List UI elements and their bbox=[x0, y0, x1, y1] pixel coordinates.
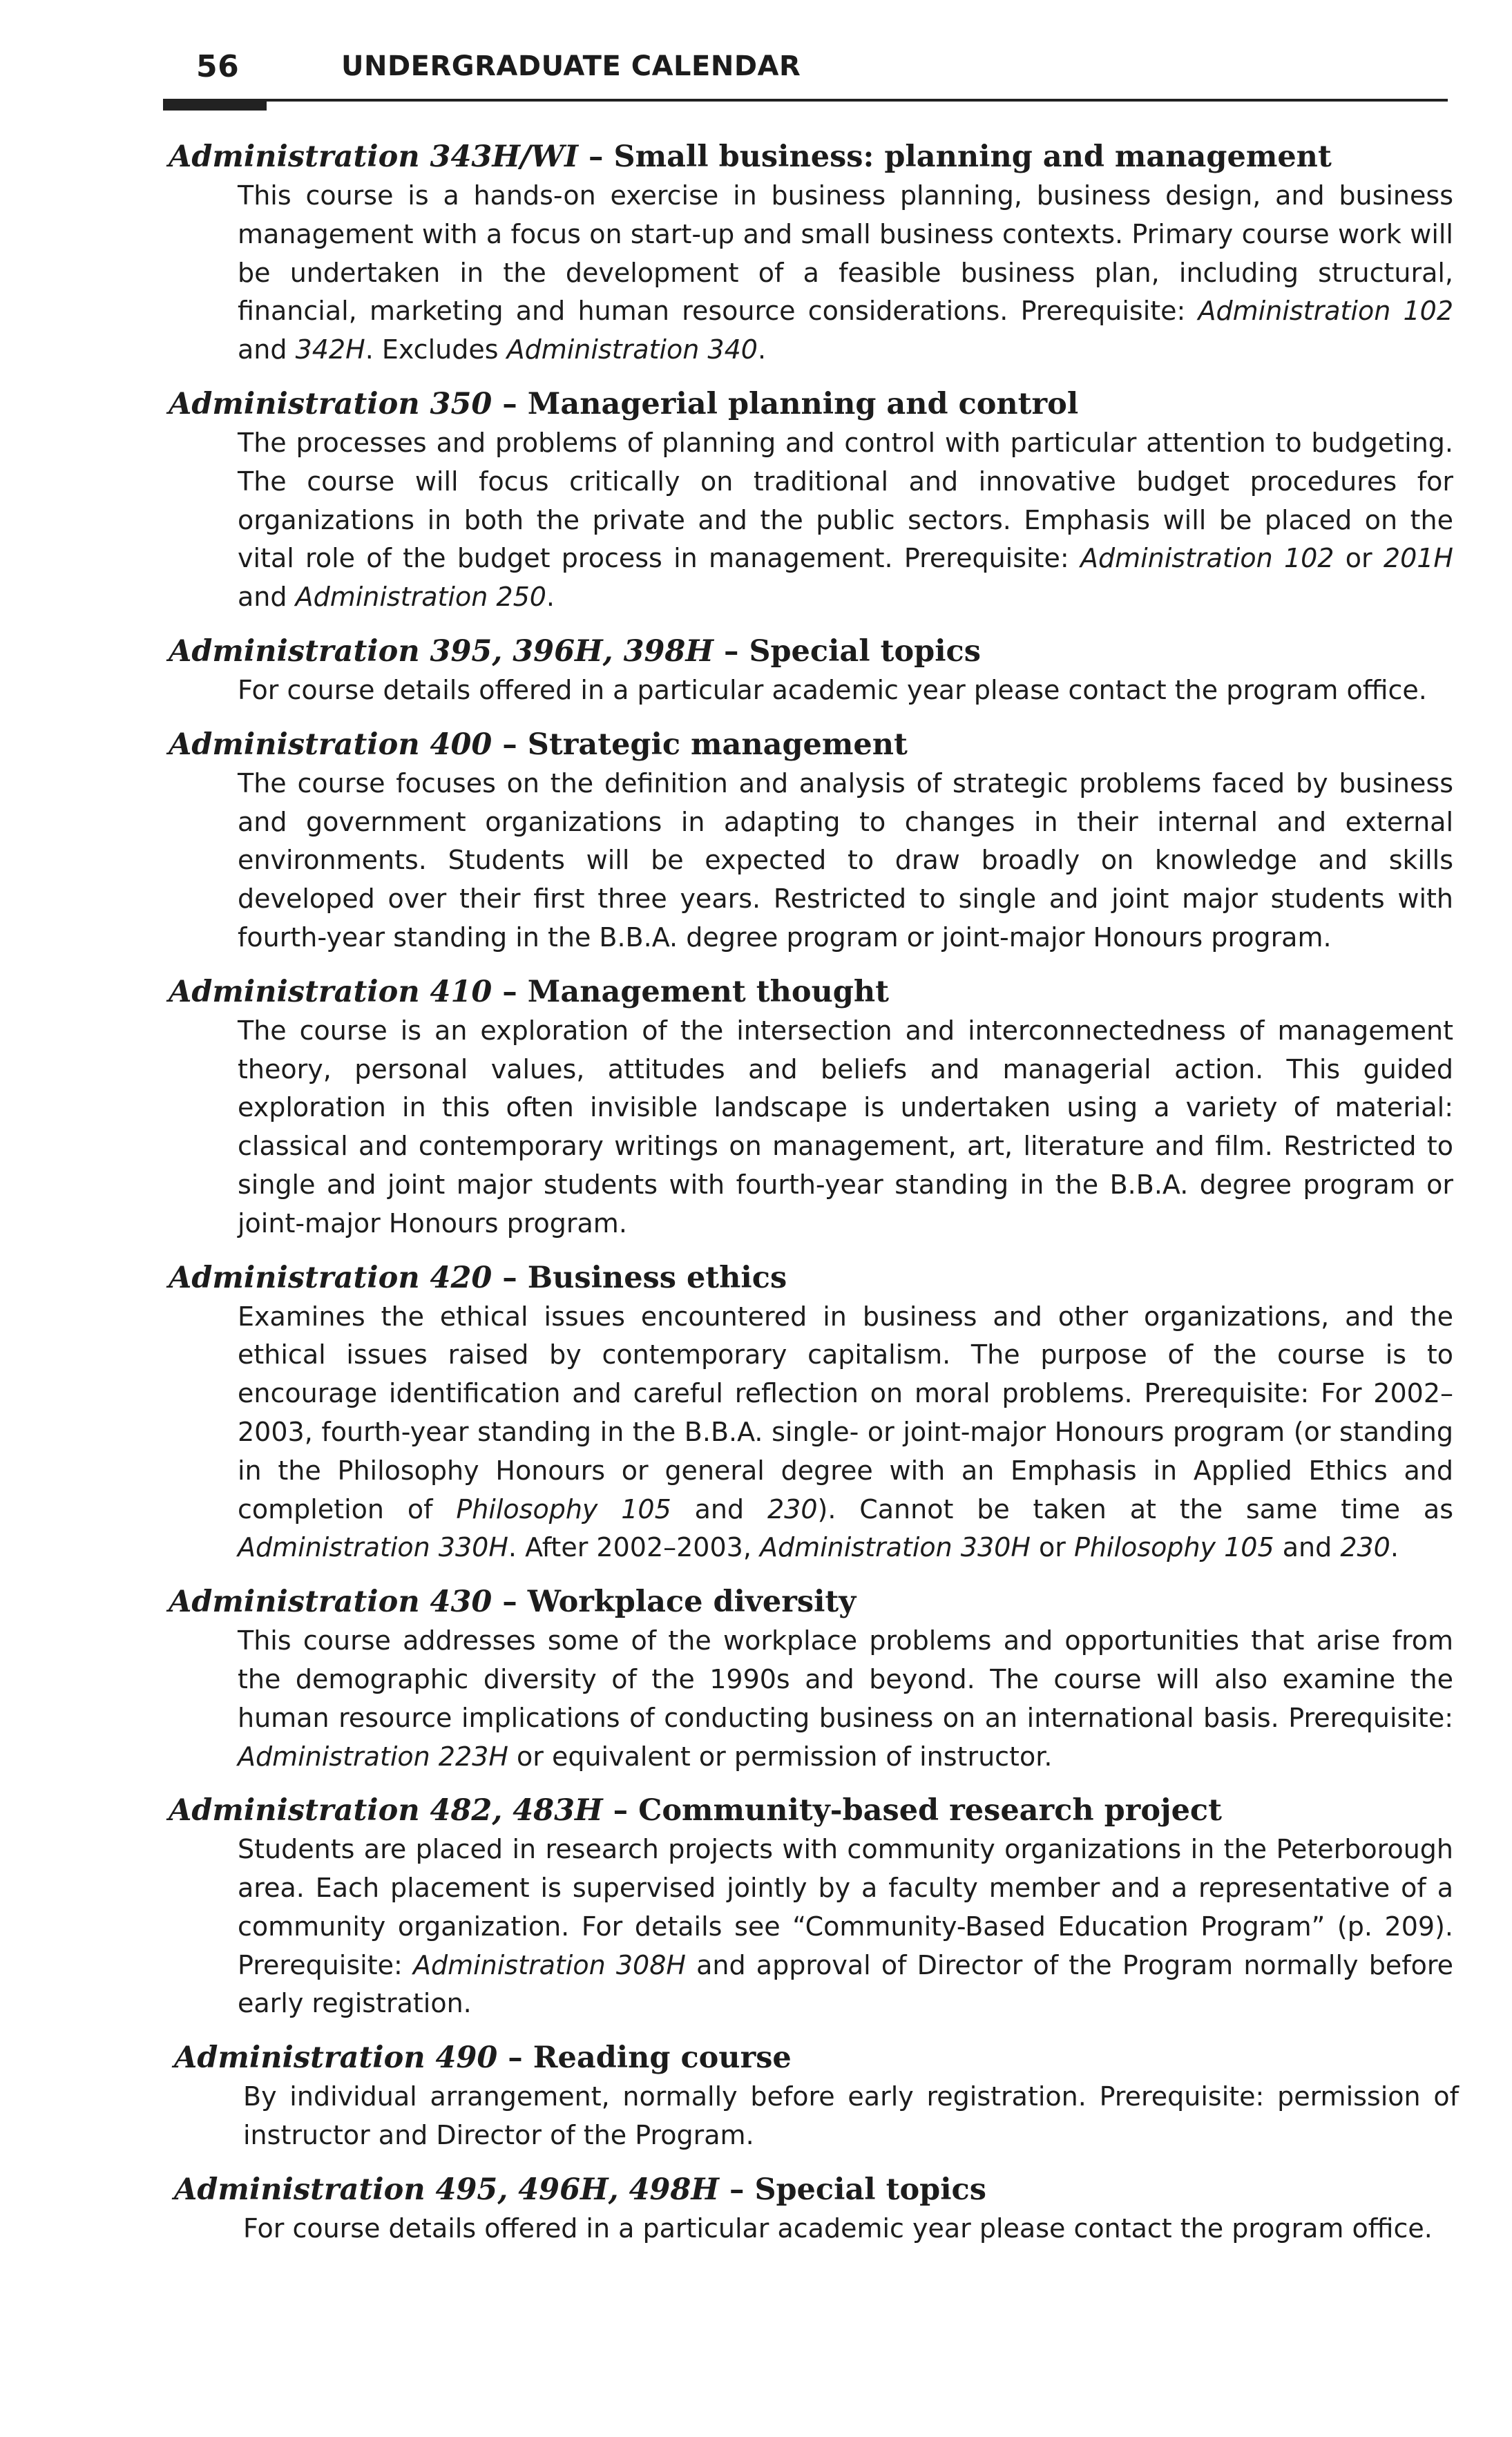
course-reference: Administration 330H bbox=[238, 1532, 508, 1563]
course-list bbox=[169, 137, 1459, 2263]
course-description bbox=[238, 177, 1453, 370]
header-rule bbox=[163, 99, 1448, 102]
course-entry bbox=[169, 137, 1453, 370]
title-separator: – bbox=[492, 1585, 528, 1620]
course-heading bbox=[169, 1582, 1453, 1622]
description-text: Students are placed in research projects with community organizations in the Peterborough area. Each placement is supervised jointly by a faculty member and a representative of a community organization. For details see “Community-Based Education Program” (p. 209). Prerequisite: bbox=[238, 1834, 1453, 1980]
course-entry bbox=[174, 2170, 1453, 2248]
description-text: or equivalent or permission of instructor. bbox=[508, 1741, 1053, 1772]
description-text: ). Cannot be taken at the same time as bbox=[817, 1493, 1454, 1525]
description-text: For course details offered in a particular academic year please contact the program office. bbox=[243, 2213, 1433, 2244]
course-reference: Administration 102 bbox=[1080, 543, 1334, 574]
course-name: Strategic management bbox=[527, 727, 908, 762]
course-code: Administration 490 bbox=[174, 2041, 498, 2076]
description-text: or bbox=[1334, 543, 1384, 574]
course-name: Managerial planning and control bbox=[527, 386, 1079, 421]
description-text: By individual arrangement, normally before early registration. Prerequisite: permission of instructor and Director of the Program. bbox=[243, 2081, 1459, 2151]
course-heading bbox=[169, 137, 1453, 177]
course-heading bbox=[169, 384, 1453, 424]
course-entry bbox=[169, 1582, 1453, 1776]
page-header bbox=[163, 46, 1448, 87]
course-reference: Philosophy 105 bbox=[1073, 1532, 1274, 1563]
course-entry bbox=[169, 1790, 1453, 2023]
description-text: and bbox=[671, 1493, 767, 1525]
course-description bbox=[243, 2210, 1459, 2248]
description-text: . Excludes bbox=[365, 334, 507, 365]
course-heading bbox=[169, 631, 1453, 671]
course-code: Administration 482, 483H bbox=[169, 1793, 603, 1828]
course-name: Community-based research project bbox=[638, 1793, 1222, 1828]
course-reference: Administration 340 bbox=[506, 334, 758, 365]
description-text: The course focuses on the definition and analysis of strategic problems faced by business and government organizations in adapting to changes in their internal and external environments. Students will be expected to draw broadly on knowledge and skills developed over their first three years. Restricted to single and joint major students with fourth-year standing in the B.B.A. degree program or joint-major Honours program. bbox=[238, 767, 1453, 953]
course-entry bbox=[174, 2038, 1459, 2155]
title-separator: – bbox=[602, 1793, 639, 1828]
course-name: Management thought bbox=[527, 974, 890, 1009]
title-separator: – bbox=[718, 2172, 755, 2207]
course-description bbox=[238, 1622, 1453, 1776]
description-text: This course is a hands-on exercise in business planning, business design, and business management with a focus on start-up and small business contexts. Primary course work will be undertaken in the development of a feasible business plan, including structural, financial, marketing and human resource considerations. Prerequisite: bbox=[238, 180, 1453, 327]
course-description bbox=[238, 765, 1453, 957]
description-text: and bbox=[238, 582, 296, 613]
description-text: The processes and problems of planning and control with particular attention to budgeting. The course will focus critically on traditional and innovative budget procedures for organizations in both the private and the public sectors. Emphasis will be placed on the vital role of the budget process in management. Prerequisite: bbox=[238, 427, 1453, 574]
course-reference: 230 bbox=[767, 1493, 818, 1525]
course-heading bbox=[169, 972, 1453, 1012]
course-code: Administration 400 bbox=[169, 727, 492, 762]
title-separator: – bbox=[578, 140, 614, 174]
course-heading bbox=[174, 2038, 1453, 2078]
description-text: For course details offered in a particular academic year please contact the program office. bbox=[238, 674, 1427, 705]
header-rule-accent bbox=[163, 99, 267, 111]
course-description bbox=[238, 1012, 1453, 1243]
course-heading bbox=[174, 2170, 1453, 2210]
description-text: . After 2002–2003, bbox=[508, 1532, 760, 1563]
description-text: . bbox=[757, 334, 767, 365]
course-reference: Administration 250 bbox=[295, 582, 546, 613]
course-heading bbox=[169, 725, 1453, 765]
title-separator: – bbox=[713, 633, 749, 669]
course-code: Administration 350 bbox=[169, 386, 492, 421]
course-entry bbox=[169, 384, 1453, 617]
title-separator: – bbox=[492, 1260, 528, 1295]
course-name: Workplace diversity bbox=[527, 1585, 857, 1620]
course-reference: 342H bbox=[295, 334, 365, 365]
title-separator: – bbox=[492, 386, 528, 421]
description-text: . bbox=[546, 582, 555, 613]
course-code: Administration 395, 396H, 398H bbox=[169, 633, 714, 669]
course-entry bbox=[169, 725, 1453, 957]
course-name: Small business: planning and management bbox=[613, 140, 1332, 174]
description-text: and bbox=[1274, 1532, 1341, 1563]
title-separator: – bbox=[492, 974, 528, 1009]
course-name: Special topics bbox=[749, 633, 981, 669]
course-reference: Administration 102 bbox=[1198, 296, 1453, 327]
description-text: and approval of Director of the Program normally before early registration. bbox=[238, 1949, 1453, 2019]
course-description bbox=[238, 671, 1453, 710]
title-separator: – bbox=[497, 2041, 533, 2076]
course-reference: Administration 308H bbox=[412, 1949, 686, 1980]
course-description bbox=[243, 2078, 1459, 2155]
description-text: The course is an exploration of the intersection and interconnectedness of management theory, personal values, attitudes and beliefs and managerial action. This guided exploration in this often invisible landscape is undertaken using a variety of material: classical and contemporary writings on management, art, literature and film. Restricted to single and joint major students with fourth-year standing in the B.B.A. degree program or joint-major Honours program. bbox=[238, 1015, 1453, 1239]
course-description bbox=[238, 1831, 1453, 2023]
course-entry bbox=[169, 972, 1453, 1243]
course-name: Business ethics bbox=[527, 1260, 787, 1295]
course-reference: Administration 330H bbox=[759, 1532, 1031, 1563]
course-reference: Administration 223H bbox=[238, 1741, 508, 1772]
course-code: Administration 410 bbox=[169, 974, 492, 1009]
course-name: Special topics bbox=[754, 2172, 986, 2207]
page-title: UNDERGRADUATE CALENDAR bbox=[341, 50, 801, 82]
description-text: Examines the ethical issues encountered in business and other organizations, and the ethical issues raised by contemporary capitalism. The purpose of the course is to encourage identification and careful reflection on moral problems. Prerequisite: For 2002–2003, fourth-year standing in the B.B.A. single- or joint-major Honours program (or standing in the Philosophy Honours or general degree with an Emphasis in Applied Ethics and completion of bbox=[238, 1301, 1453, 1525]
course-name: Reading course bbox=[533, 2041, 792, 2076]
course-reference: Philosophy 105 bbox=[456, 1493, 671, 1525]
course-reference: 201H bbox=[1383, 543, 1453, 574]
course-entry bbox=[169, 1258, 1453, 1568]
course-entry bbox=[169, 631, 1453, 710]
course-reference: 230 bbox=[1340, 1532, 1390, 1563]
course-code: Administration 420 bbox=[169, 1260, 492, 1295]
page-number: 56 bbox=[196, 48, 240, 84]
description-text: . bbox=[1390, 1532, 1399, 1563]
description-text: or bbox=[1030, 1532, 1074, 1563]
course-heading bbox=[169, 1258, 1453, 1298]
description-text: This course addresses some of the workplace problems and opportunities that arise from the demographic diversity of the 1990s and beyond. The course will also examine the human resource implications of conducting business on an international basis. Prerequisite: bbox=[238, 1625, 1453, 1733]
description-text: and bbox=[238, 334, 296, 365]
course-description bbox=[238, 424, 1453, 617]
course-code: Administration 430 bbox=[169, 1585, 492, 1620]
course-code: Administration 343H/WI bbox=[169, 140, 579, 174]
course-description bbox=[238, 1298, 1453, 1568]
course-code: Administration 495, 496H, 498H bbox=[174, 2172, 719, 2207]
course-heading bbox=[169, 1790, 1453, 1831]
title-separator: – bbox=[492, 727, 528, 762]
